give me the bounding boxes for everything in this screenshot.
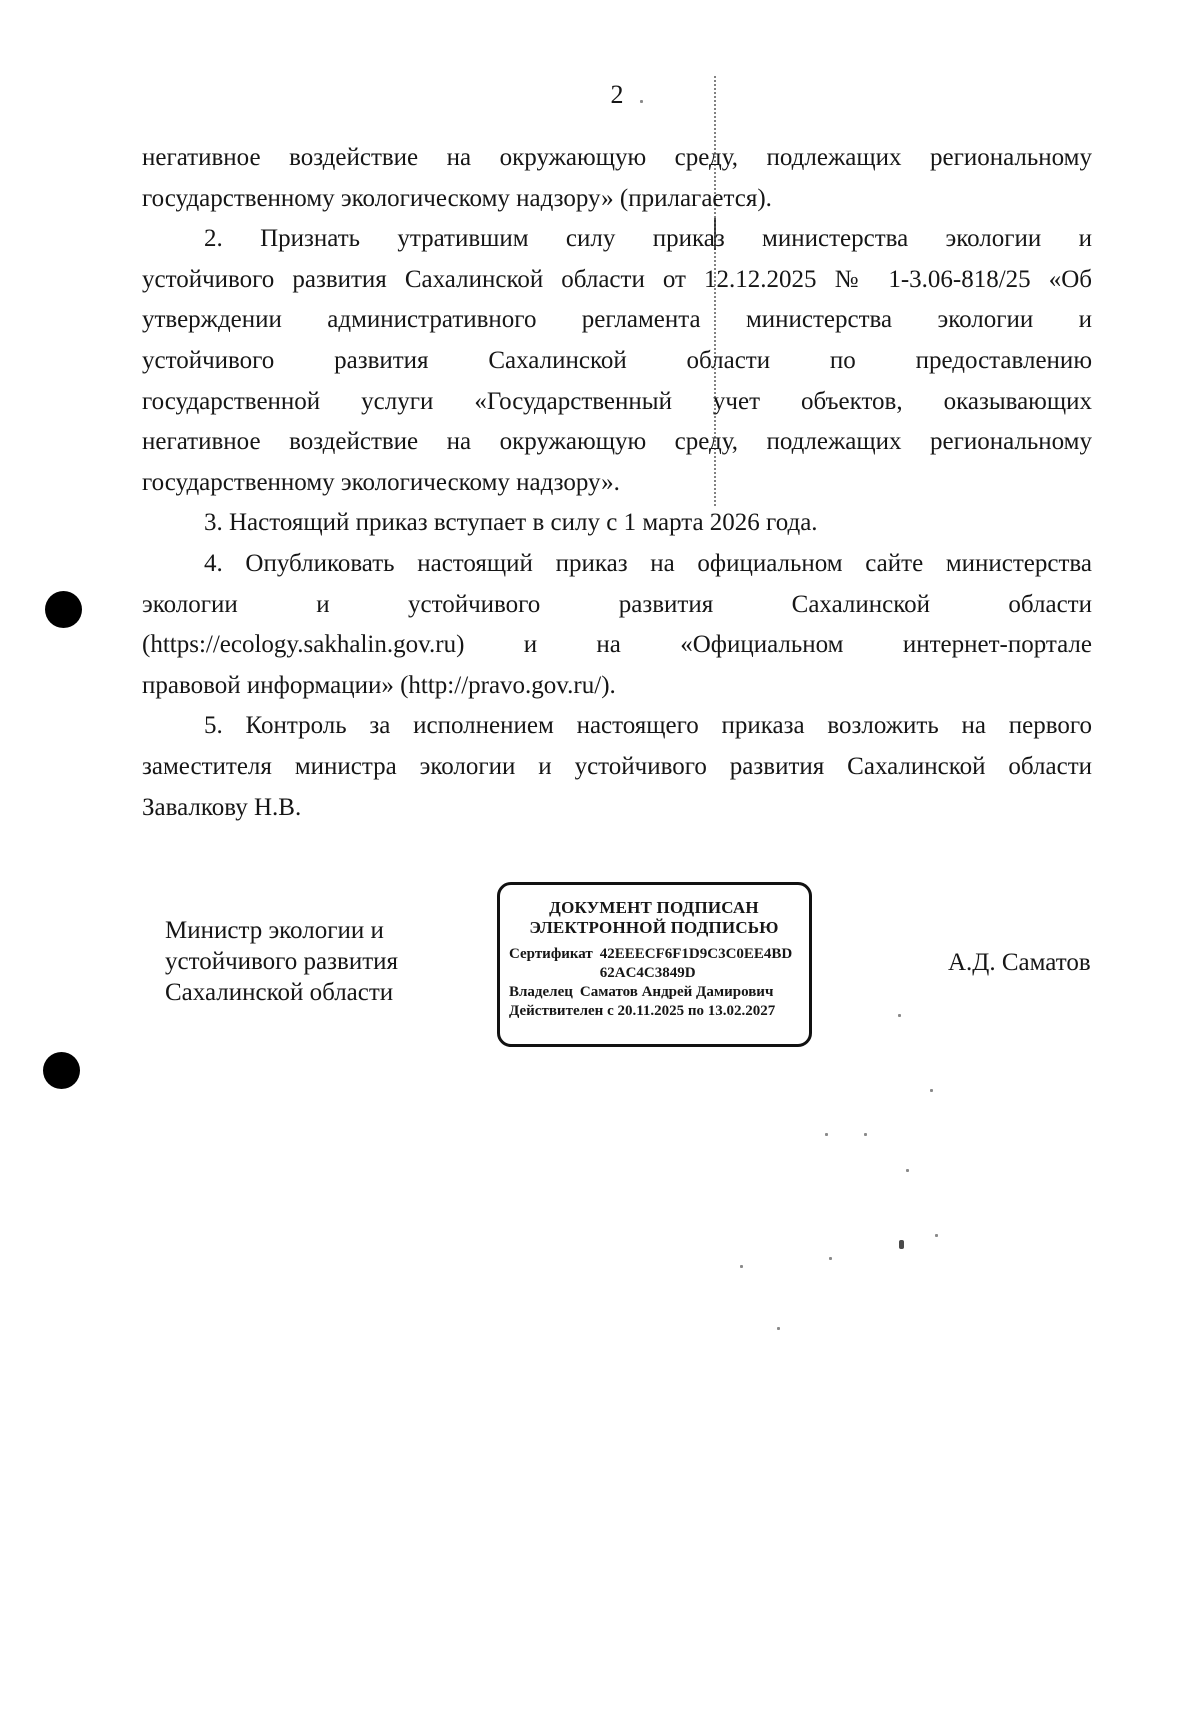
scan-speck [777,1327,780,1330]
stamp-title-line: ДОКУМЕНТ ПОДПИСАН [549,898,759,917]
stamp-validity-row: Действителен с 20.11.2025 по 13.02.2027 [509,1003,776,1019]
signer-job-title-line: Сахалинской области [165,979,394,1006]
body-line: 3. Настоящий приказ вступает в силу с 1 марта 2026 года. [204,509,818,537]
scan-speck [898,1014,901,1017]
body-line: негативное воздействие на окружающую среду, подлежащих региональному [142,428,1092,456]
body-line: негативное воздействие на окружающую среду, подлежащих региональному [142,144,1092,171]
stamp-owner-row [509,983,799,1002]
body-line: устойчивого развития Сахалинской области от 12.12.2025 № 1-3.06-818/25 «Об [142,265,1092,293]
scan-speck [829,1257,832,1260]
signer-job-title [165,915,495,1008]
body-line: утверждении административного регламента министерства экологии и [142,306,1092,334]
body-line: государственной услуги «Государственный учет объектов, оказывающих [142,387,1092,415]
signer-name: А.Д. Саматов [948,949,1091,976]
certificate-label: Сертификат [509,946,593,962]
body-line: 2. Признать утратившим силу приказ министерства экологии и [204,225,1092,253]
body-line: устойчивого развития Сахалинской области по предоставлению [142,346,1092,374]
scan-speck [935,1234,938,1237]
body-line: правовой информации» (http://pravo.gov.ru/). [142,671,616,699]
body-line: экологии и устойчивого развития Сахалинской области [142,590,1092,618]
scan-speck [899,1240,904,1249]
electronic-signature-stamp [497,882,812,1047]
signer-job-title-line: устойчивого развития [165,948,398,975]
page-number: 2 [610,80,624,109]
stamp-title-line: ЭЛЕКТРОННОЙ ПОДПИСЬЮ [529,918,779,937]
certificate-value: 42EEECF6F1D9C3C0EE4BD62AC4C3849D [599,946,793,981]
body-line: заместителя министра экологии и устойчивого развития Сахалинской области [142,752,1092,780]
stamp-certificate-row [509,945,799,983]
scan-speck [640,100,643,103]
body-line: (https://ecology.sakhalin.gov.ru) и на «Официальном интернет-портале [142,631,1092,659]
body-line: 4. Опубликовать настоящий приказ на официальном сайте министерства [204,549,1092,577]
scan-speck [906,1169,909,1172]
stamp-title [509,898,799,938]
punch-hole [43,1052,80,1089]
scan-speck [740,1265,743,1268]
body-line: государственному экологическому надзору» (прилагается). [142,184,772,212]
body-line: 5. Контроль за исполнением настоящего приказа возложить на первого [204,712,1092,740]
owner-value: Саматов Андрей Дамирович [579,984,774,1000]
signer-job-title-line: Министр экологии и [165,917,384,944]
punch-hole [45,591,82,628]
owner-label: Владелец [509,984,573,1000]
document-body [142,138,1092,828]
scan-speck [864,1133,867,1136]
scan-speck [825,1133,828,1136]
body-line: Завалкову Н.В. [142,793,302,821]
scan-speck [930,1089,933,1092]
body-line: государственному экологическому надзору». [142,468,620,496]
